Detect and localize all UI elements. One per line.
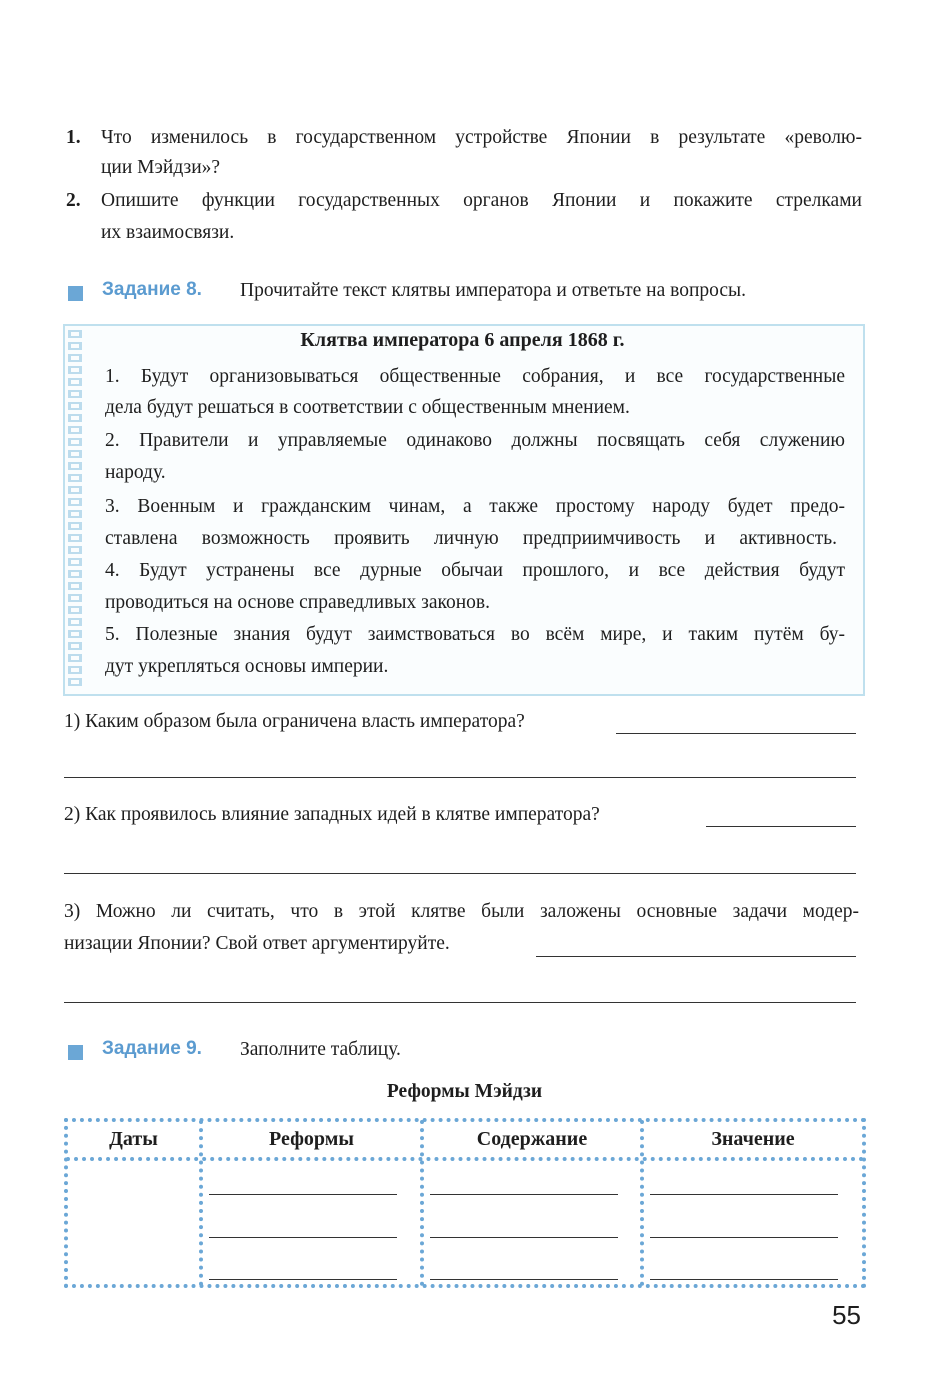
oath-title: Клятва императора 6 апреля 1868 г.	[300, 329, 625, 351]
oath-line: 1. Будут организовываться общественные собрания, и все государственные	[105, 366, 845, 387]
oath-line: 5. Полезные знания будут заимствоваться во всём мире, и таким путём бу-	[105, 624, 845, 645]
task-instruction: Заполните таблицу.	[240, 1039, 401, 1060]
question-text: Что изменилось в государственном устройстве Японии в результате «револю-	[101, 127, 862, 148]
task-label: Задание 9.	[102, 1038, 202, 1059]
table-cell-field[interactable]	[209, 1194, 397, 1195]
oath-line: народу.	[105, 462, 166, 483]
answer-field-2a[interactable]	[706, 826, 856, 827]
table-cell-field[interactable]	[430, 1279, 618, 1280]
task-marker-icon	[68, 286, 83, 301]
table-cell-field[interactable]	[650, 1194, 838, 1195]
oath-line: 3. Военным и гражданским чинам, а также простому народу будет предо-	[105, 496, 845, 517]
answer-field-2b[interactable]	[64, 873, 856, 874]
answer-question-3: 3) Можно ли считать, что в этой клятве были заложены основные задачи модер-	[64, 901, 859, 922]
page-number: 55	[832, 1300, 861, 1330]
answer-field-3a[interactable]	[536, 956, 856, 957]
decorative-border-icon	[68, 330, 82, 690]
answer-field-3b[interactable]	[64, 1002, 856, 1003]
answer-question-3: низации Японии? Свой ответ аргументируйте.	[64, 933, 450, 954]
column-header-reforms: Реформы	[269, 1128, 354, 1150]
oath-line: проводиться на основе справедливых законов.	[105, 592, 491, 613]
question-text: их взаимосвязи.	[101, 222, 235, 243]
question-number: 1.	[66, 127, 81, 148]
question-text: ции Мэйдзи»?	[101, 157, 221, 178]
answer-question-1: 1) Каким образом была ограничена власть императора?	[64, 711, 525, 732]
table-cell-field[interactable]	[430, 1237, 618, 1238]
table-cell-field[interactable]	[650, 1279, 838, 1280]
oath-line: дут укрепляться основы империи.	[105, 656, 389, 677]
question-number: 2.	[66, 190, 81, 211]
task-instruction: Прочитайте текст клятвы императора и ответьте на вопросы.	[240, 280, 747, 301]
column-header-dates: Даты	[109, 1128, 158, 1150]
table-cell-field[interactable]	[650, 1237, 838, 1238]
table-cell-field[interactable]	[209, 1279, 397, 1280]
table-cell-field[interactable]	[209, 1237, 397, 1238]
task-marker-icon	[68, 1045, 83, 1060]
table-cell-field[interactable]	[430, 1194, 618, 1195]
column-header-content: Содержание	[476, 1128, 588, 1150]
question-text: Опишите функции государственных органов Японии и покажите стрелками	[101, 190, 862, 211]
answer-question-2: 2) Как проявилось влияние западных идей в клятве императора?	[64, 804, 600, 825]
table-caption: Реформы Мэйдзи	[386, 1081, 543, 1102]
oath-line: ставлена возможность проявить личную предприимчивость и активность.	[105, 528, 837, 549]
answer-field-1b[interactable]	[64, 777, 856, 778]
oath-line: 2. Правители и управляемые одинаково должны посвящать себя служению	[105, 430, 845, 451]
column-header-significance: Значение	[711, 1128, 795, 1150]
oath-line: 4. Будут устранены все дурные обычаи прошлого, и все действия будут	[105, 560, 845, 581]
answer-field-1a[interactable]	[616, 733, 856, 734]
table-header-divider	[66, 1157, 864, 1161]
oath-line: дела будут решаться в соответствии с общественным мнением.	[105, 397, 630, 418]
task-label: Задание 8.	[102, 279, 202, 300]
